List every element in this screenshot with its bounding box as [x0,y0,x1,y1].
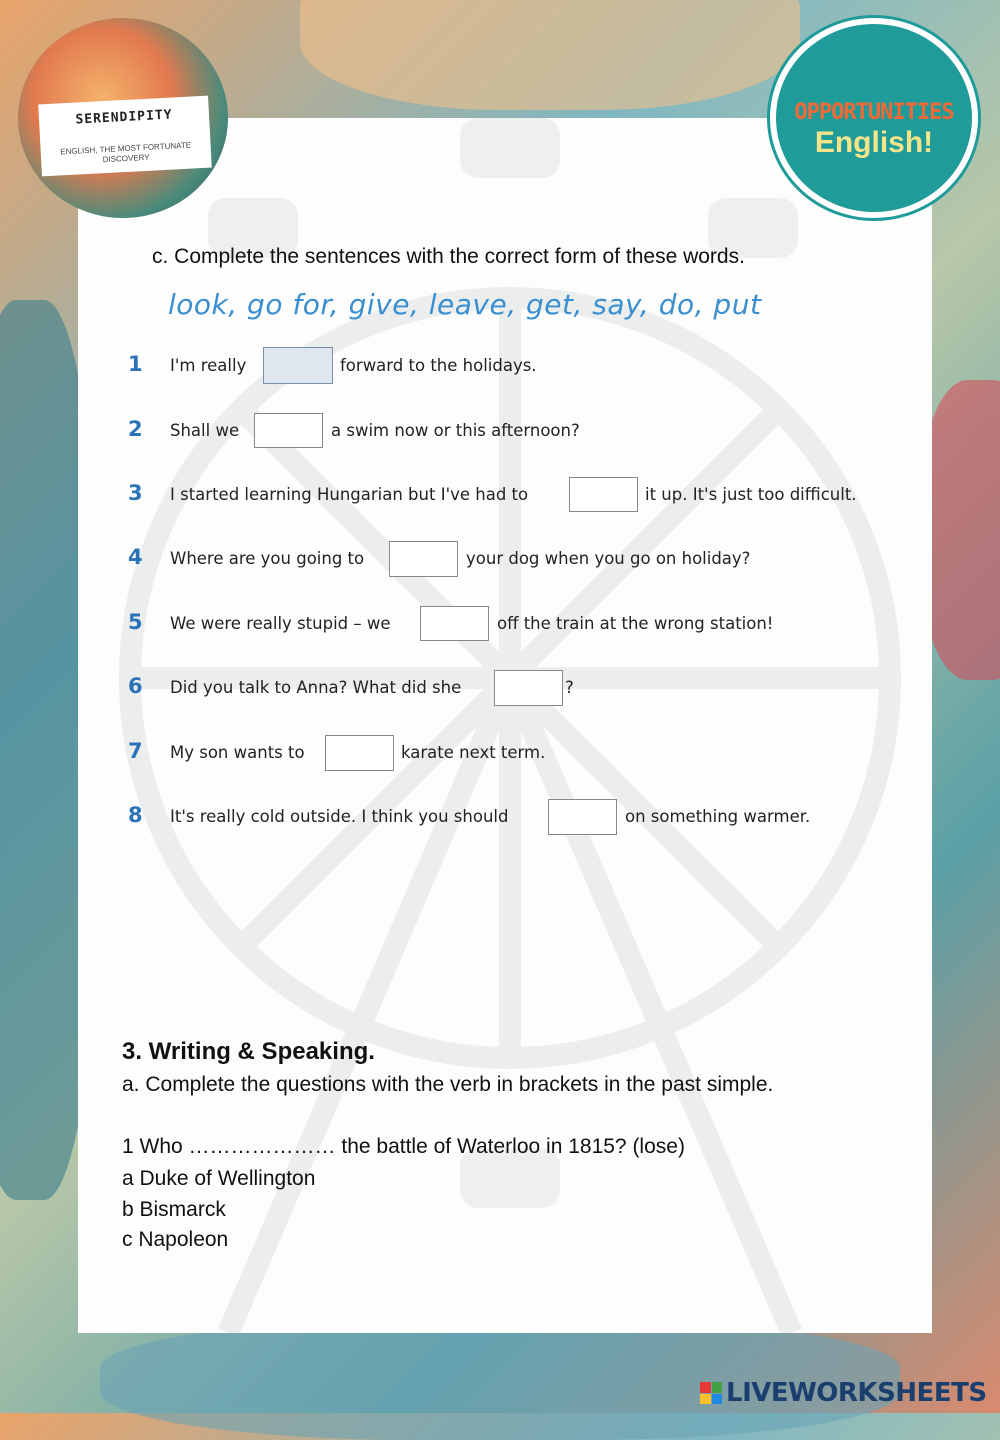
item-number: 5 [128,610,143,634]
item-text-after: it up. It's just too difficult. [645,485,857,504]
section-instruction: a. Complete the questions with the verb in brackets in the past simple. [122,1073,774,1096]
item-text-before: My son wants to [170,743,305,762]
item-text-after: ? [565,678,574,697]
section-title: 3. Writing & Speaking. [122,1038,375,1065]
item-text-after: forward to the holidays. [340,356,537,375]
item-number: 4 [128,545,143,569]
opportunities-logo [770,18,978,218]
liveworksheets-logo[interactable]: LIVEWORKSHEETS [726,1378,987,1408]
item-number: 1 [128,352,143,376]
option-b[interactable]: b Bismarck [122,1198,226,1221]
item-text-before: It's really cold outside. I think you should [170,807,509,826]
answer-box-6[interactable] [494,670,563,706]
logo-card [38,96,212,177]
item-text-after: off the train at the wrong station! [497,614,774,633]
item-text-before: I'm really [170,356,247,375]
answer-box-7[interactable] [325,735,394,771]
option-a[interactable]: a Duke of Wellington [122,1167,316,1190]
serendipity-logo [18,18,228,218]
answer-box-3[interactable] [569,477,638,512]
logo-line-1: OPPORTUNITIES [794,100,954,125]
item-text-before: Shall we [170,421,240,440]
logo-title: SERENDIPITY [75,107,173,128]
item-number: 7 [128,739,143,763]
item-text-after: your dog when you go on holiday? [466,549,751,568]
item-text-before: Did you talk to Anna? What did she [170,678,462,697]
item-number: 6 [128,674,143,698]
answer-box-8[interactable] [548,799,617,835]
answer-box-2[interactable] [254,413,323,448]
item-text-before: I started learning Hungarian but I've had to [170,485,529,504]
item-text-after: a swim now or this afternoon? [331,421,580,440]
liveworksheets-icon [700,1382,722,1404]
item-text-after: on something warmer. [625,807,811,826]
answer-box-1[interactable] [263,347,333,384]
item-text-before: Where are you going to [170,549,365,568]
background-paint-blob [300,0,800,110]
logo-subtitle: ENGLISH, THE MOST FORTUNATE DISCOVERY [60,140,192,165]
item-text-before: We were really stupid – we [170,614,391,633]
item-number: 3 [128,481,143,505]
item-number: 8 [128,803,143,827]
answer-box-4[interactable] [389,541,458,577]
answer-box-5[interactable] [420,606,489,641]
background-paint-blob [920,380,1000,680]
option-c[interactable]: c Napoleon [122,1228,229,1251]
exercise-instruction: c. Complete the sentences with the correct form of these words. [152,245,745,268]
word-bank: look, go for, give, leave, get, say, do, put [168,288,762,321]
question-text: 1 Who ………………… the battle of Waterloo in 1815? (lose) [122,1135,685,1158]
logo-line-2: English! [814,126,934,159]
item-text-after: karate next term. [401,743,546,762]
item-number: 2 [128,417,143,441]
